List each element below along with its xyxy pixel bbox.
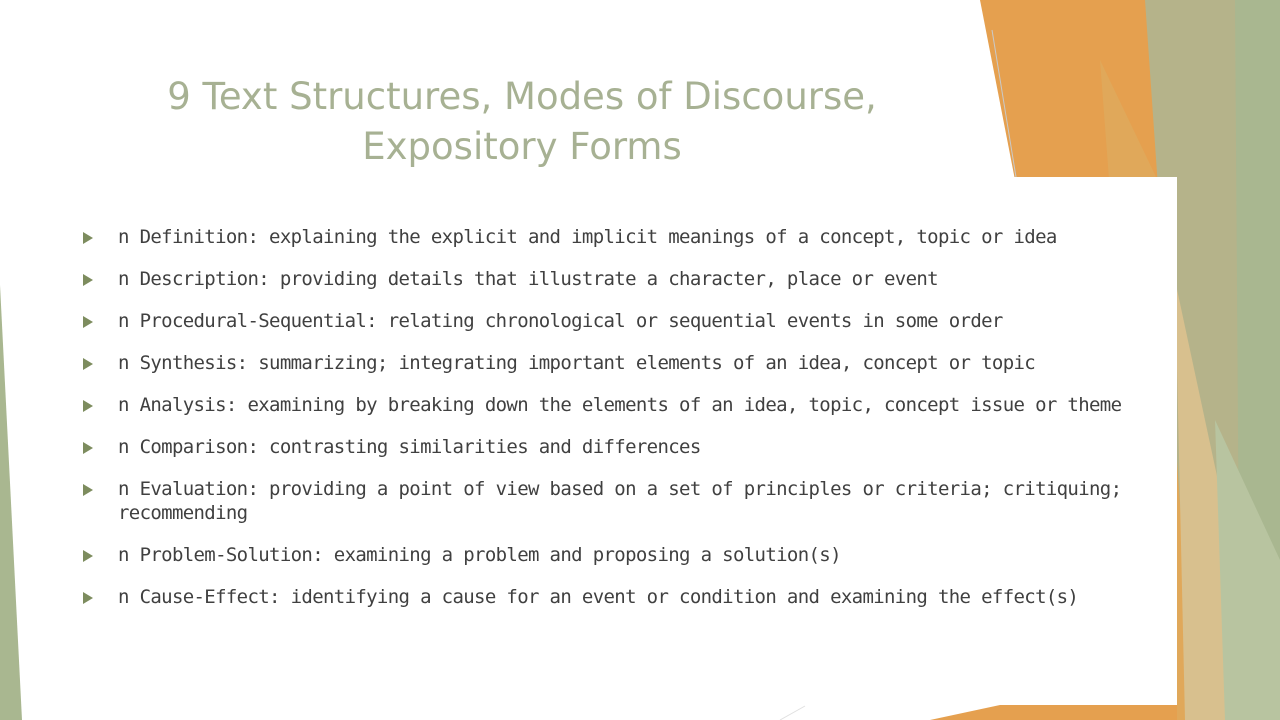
- triangle-right-icon: [83, 232, 93, 244]
- triangle-right-icon: [83, 316, 93, 328]
- triangle-right-icon: [83, 442, 93, 454]
- bullet-item-synthesis: [83, 351, 1163, 375]
- bullet-text: n Procedural-Sequential: relating chronological or sequential events in some order: [118, 310, 1003, 332]
- left-accent-shape: [0, 285, 22, 720]
- bullet-item-evaluation: [83, 477, 1163, 525]
- triangle-right-icon: [83, 400, 93, 412]
- bullet-text: n Problem-Solution: examining a problem and proposing a solution(s): [118, 544, 841, 566]
- slide-title-line-2: Expository Forms: [362, 125, 682, 168]
- bullet-text: n Cause-Effect: identifying a cause for an event or condition and examining the effect(s): [118, 586, 1079, 608]
- bullet-text: n Description: providing details that illustrate a character, place or event: [118, 268, 938, 290]
- bullet-text: n Evaluation: providing a point of view based on a set of principles or criteria; critiquing; recommending: [118, 478, 1122, 524]
- triangle-right-icon: [83, 592, 93, 604]
- triangle-right-icon: [83, 484, 93, 496]
- bullet-text: n Definition: explaining the explicit and implicit meanings of a concept, topic or idea: [118, 226, 1057, 248]
- bullet-item-procedural-sequential: [83, 309, 1163, 333]
- bullet-item-comparison: [83, 435, 1163, 459]
- bullet-item-cause-effect: [83, 585, 1163, 609]
- triangle-right-icon: [83, 358, 93, 370]
- bullet-item-analysis: [83, 393, 1163, 417]
- bullet-text: n Comparison: contrasting similarities and differences: [118, 436, 701, 458]
- bullet-text: n Analysis: examining by breaking down the elements of an idea, topic, concept issue or theme: [118, 394, 1122, 416]
- bottom-orange-facet: [930, 705, 1177, 720]
- bullet-item-description: [83, 267, 1163, 291]
- triangle-right-icon: [83, 274, 93, 286]
- triangle-right-icon: [83, 550, 93, 562]
- bullet-text: n Synthesis: summarizing; integrating important elements of an idea, concept or topic: [118, 352, 1036, 374]
- decorative-line-bottom: [780, 706, 805, 720]
- bullet-list: [83, 225, 1163, 627]
- bullet-item-problem-solution: [83, 543, 1163, 567]
- slide-title-line-1: 9 Text Structures, Modes of Discourse,: [167, 75, 877, 118]
- slide-title: [60, 72, 984, 172]
- bullet-item-definition: [83, 225, 1163, 249]
